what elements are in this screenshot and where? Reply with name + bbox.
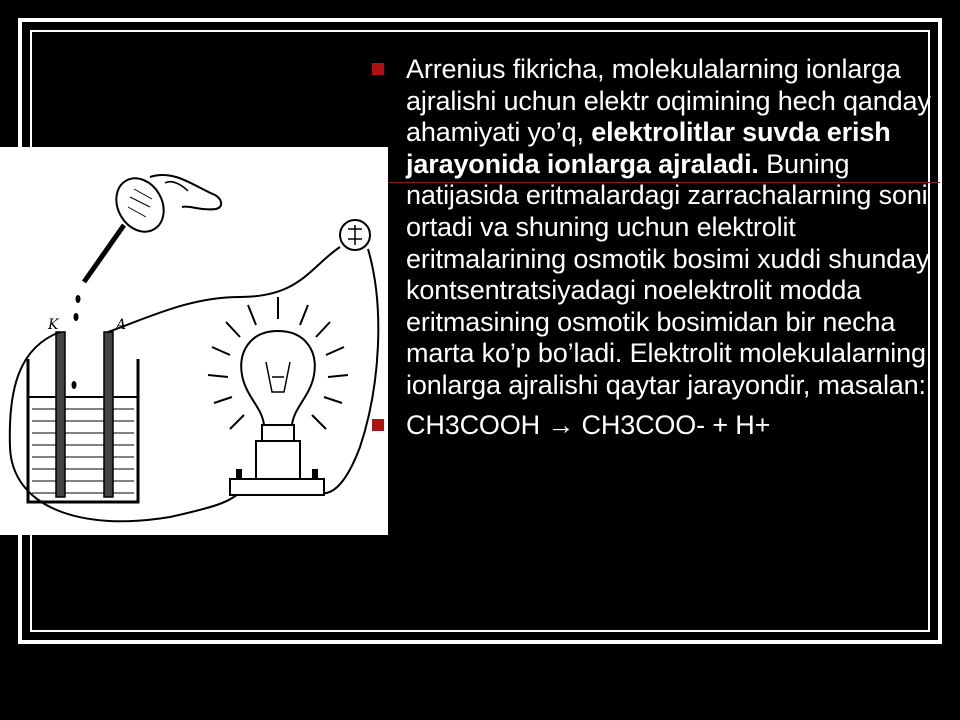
bullet-item-equation xyxy=(372,410,932,442)
equation-text: CH3COOH → CH3COO- + H+ xyxy=(406,409,771,440)
pipette-tube xyxy=(84,225,124,282)
electrode-right-label: A xyxy=(116,317,127,333)
electrolysis-illustration xyxy=(0,147,388,535)
electrode-right xyxy=(104,332,113,497)
bullet-item-arrhenius xyxy=(372,54,932,402)
bullet-text-after: Buning natijasida eritmalardagi zarrachalarning soni ortadi va shuning uchun elektrolit eritmalarining osmotik bosimi xuddi shunday kontsentratsiyadagi noelektrolit modda eritmasining osmotik bosimidan bir necha marta ko’p bo’ladi. Elektrolit molekulalarning ionlarga ajralishi qaytar jarayondir, masalan: xyxy=(406,148,930,400)
liquid-hatching xyxy=(32,409,134,493)
bullet-square-icon xyxy=(372,63,384,75)
stand-terminal-right xyxy=(312,469,318,479)
wire-top xyxy=(108,247,340,332)
wire-right xyxy=(318,249,378,493)
bulb-glass xyxy=(241,331,315,425)
electrolysis-drawing xyxy=(0,147,388,535)
bulb-base xyxy=(256,441,300,479)
bullet-text-bold: elektrolitlar suvda erish jarayonida ionlarga ajraladi. xyxy=(406,117,891,179)
drop-2 xyxy=(74,313,79,321)
stand-terminal-left xyxy=(236,469,242,479)
electrode-left xyxy=(56,332,65,497)
bullet-list xyxy=(372,54,932,449)
bulb-stand xyxy=(230,479,324,495)
bullet-square-icon xyxy=(372,419,384,431)
electrode-left-label: K xyxy=(48,317,59,333)
drop-1 xyxy=(76,295,81,303)
pipette-bulb xyxy=(107,170,173,240)
bulb-neck xyxy=(262,425,294,441)
bullet-text-before: Arrenius fikricha, molekulalarning ionlarga ajralishi uchun elektr oqimining hech qanday ahamiyati yo’q, xyxy=(406,54,931,148)
hand-finger xyxy=(165,182,188,191)
drop-3 xyxy=(72,381,77,389)
